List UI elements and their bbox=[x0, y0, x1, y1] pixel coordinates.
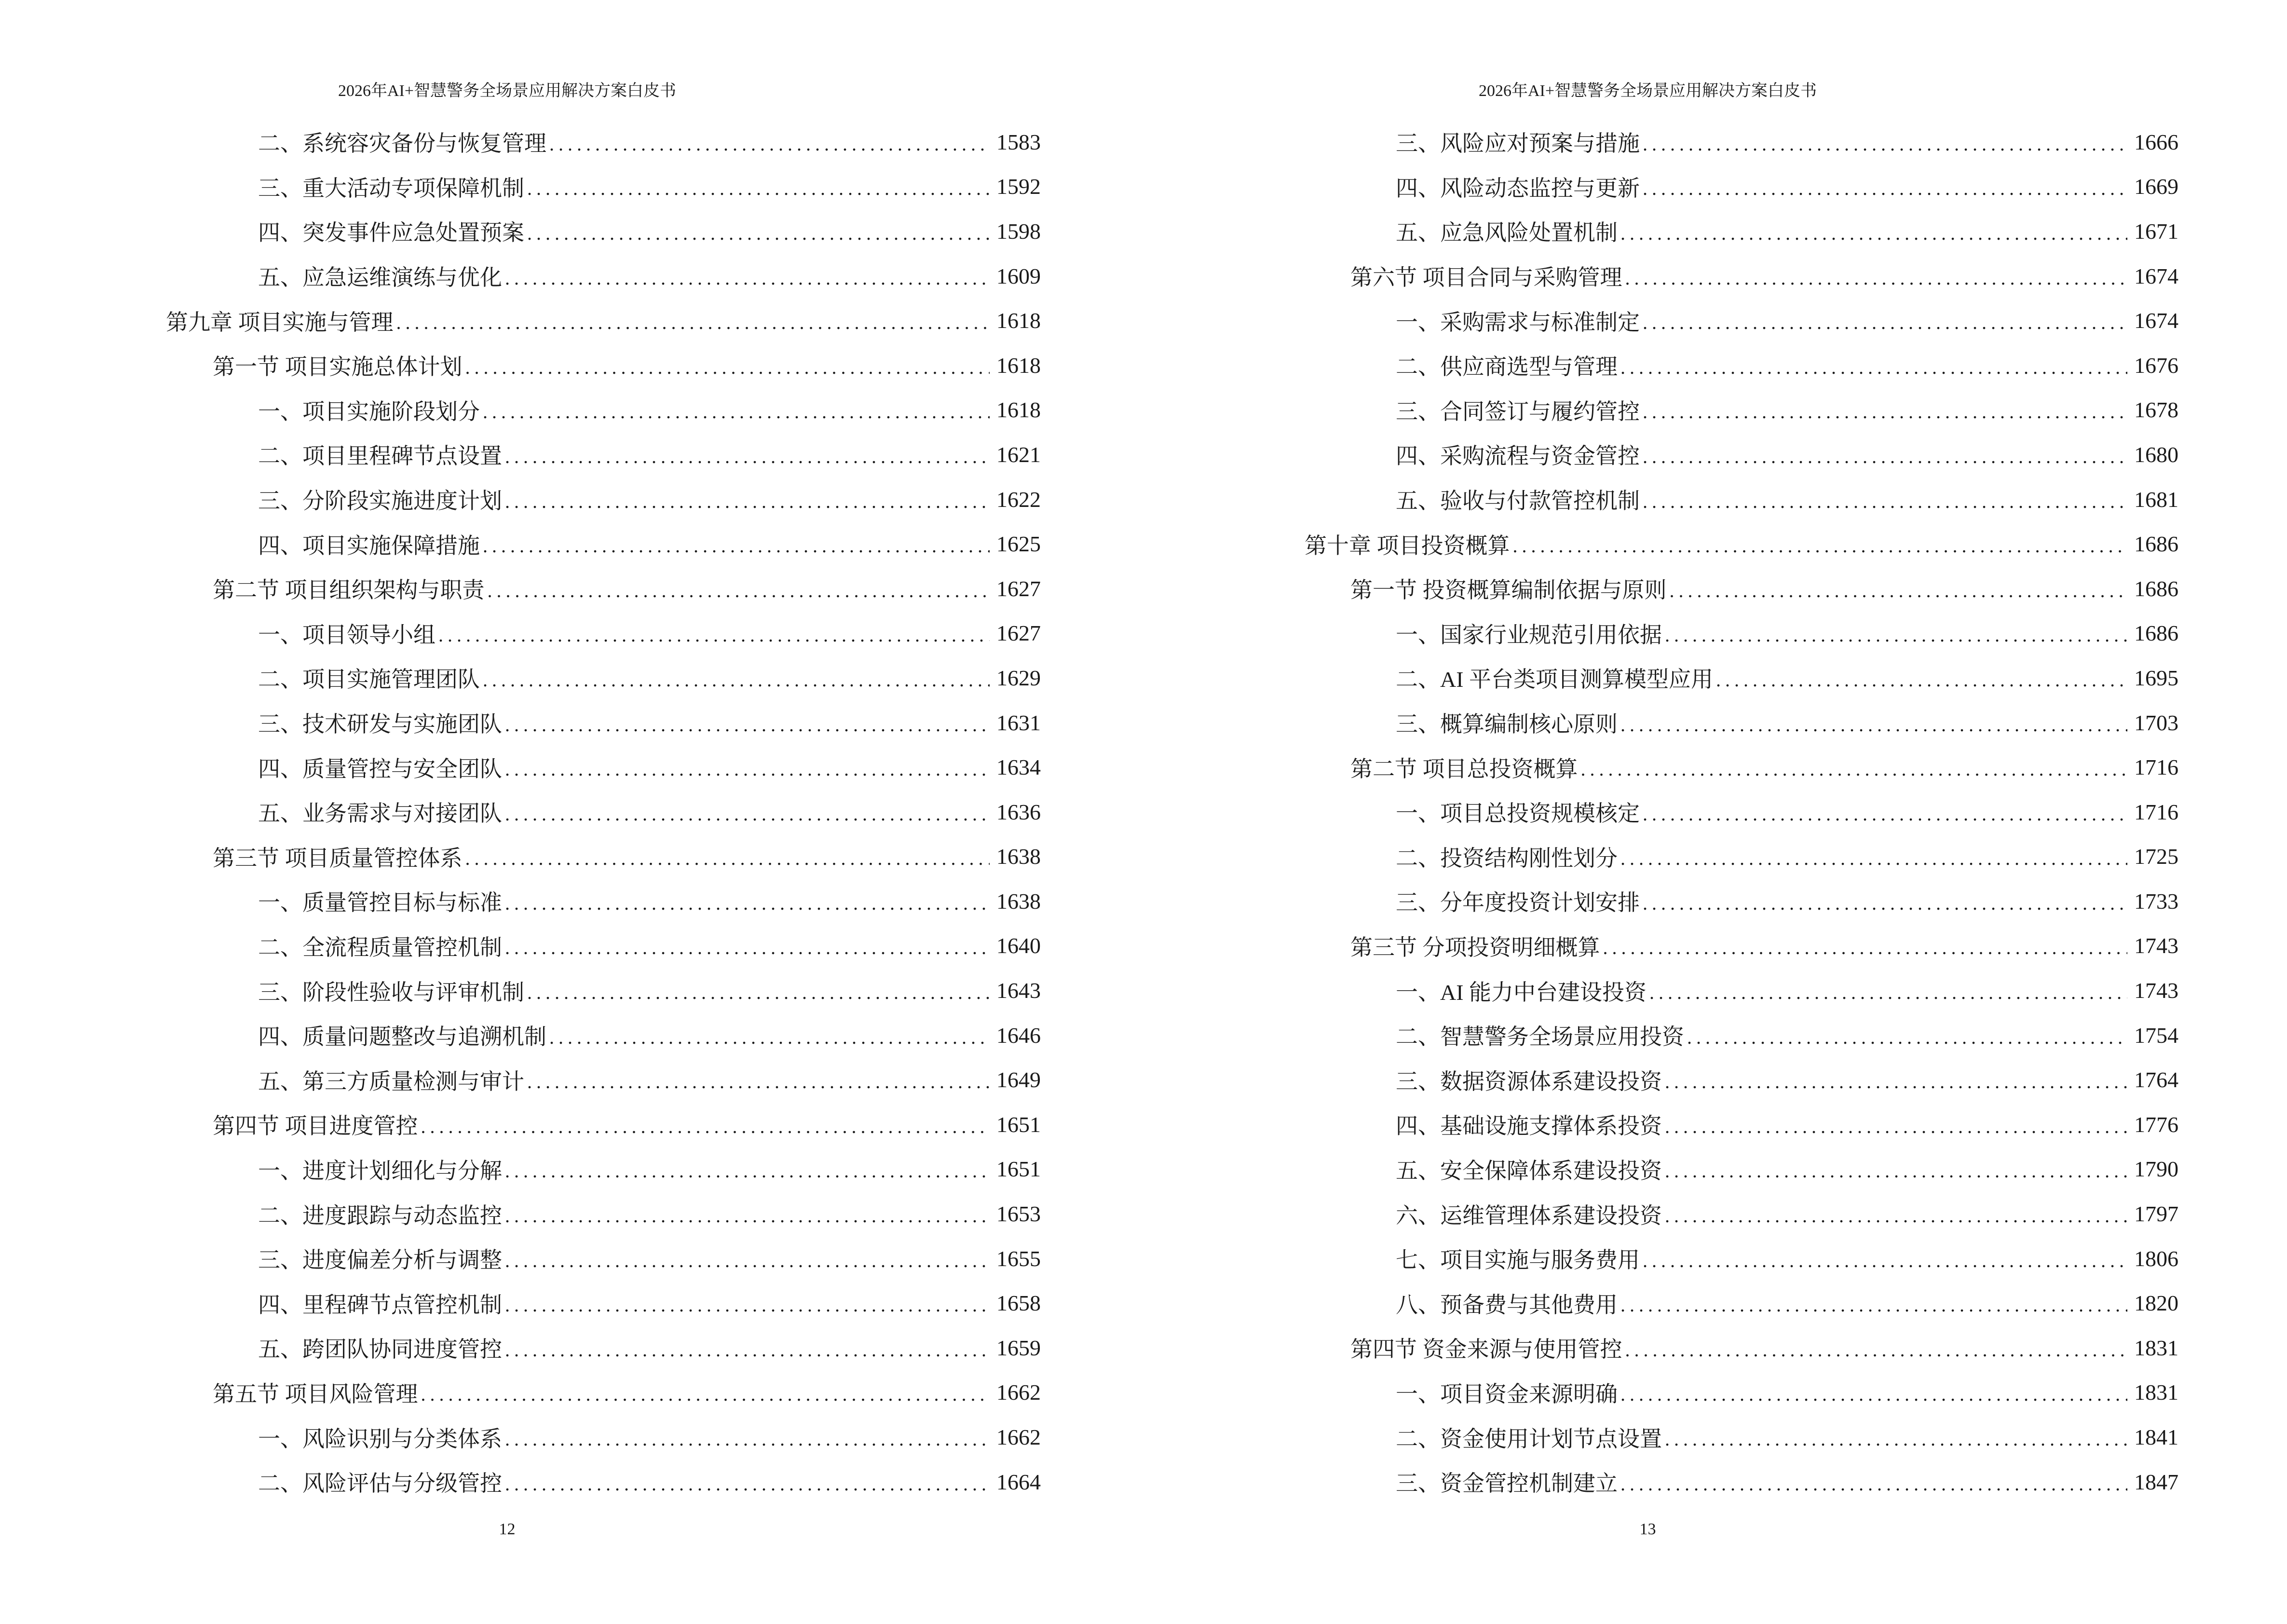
dot-leader bbox=[1665, 624, 2127, 646]
toc-entry-title: 五、应急运维演练与优化 bbox=[258, 265, 502, 290]
toc-entry-page: 1662 bbox=[996, 1425, 1041, 1450]
dot-leader bbox=[421, 1383, 990, 1406]
toc-entry-title: 三、概算编制核心原则 bbox=[1396, 712, 1618, 737]
dot-leader bbox=[505, 445, 990, 468]
toc-entry-page: 1680 bbox=[2134, 442, 2178, 467]
toc-section[interactable] bbox=[1144, 745, 2178, 790]
dot-leader bbox=[1643, 892, 2127, 914]
toc-entry-page: 1649 bbox=[996, 1067, 1041, 1092]
toc-entry-title: 第五节 项目风险管理 bbox=[213, 1381, 418, 1406]
toc-entry-page: 1666 bbox=[2134, 129, 2178, 154]
toc-entry-page: 1640 bbox=[996, 933, 1041, 958]
toc-subsection[interactable] bbox=[0, 1057, 1041, 1102]
toc-entry-title: 二、投资结构刚性划分 bbox=[1396, 846, 1618, 871]
dot-leader bbox=[1620, 847, 2127, 870]
dot-leader bbox=[1665, 1428, 2127, 1450]
toc-entry-page: 1618 bbox=[996, 353, 1041, 378]
toc-subsection[interactable] bbox=[0, 254, 1041, 299]
toc-entry-title: 二、资金使用计划节点设置 bbox=[1396, 1426, 1662, 1451]
toc-entry-title: 一、项目总投资规模核定 bbox=[1396, 801, 1640, 826]
dot-leader bbox=[505, 803, 990, 825]
toc-list bbox=[0, 120, 1041, 1504]
dot-leader bbox=[1665, 1204, 2127, 1227]
toc-entry-page: 1674 bbox=[2134, 308, 2178, 333]
toc-entry-title: 第二节 项目总投资概算 bbox=[1350, 756, 1578, 781]
dot-leader bbox=[505, 713, 990, 736]
toc-subsection[interactable] bbox=[1144, 655, 2178, 700]
toc-entry-title: 四、质量管控与安全团队 bbox=[258, 756, 502, 781]
dot-leader bbox=[1513, 534, 2128, 557]
toc-entry-title: 第四节 项目进度管控 bbox=[213, 1114, 418, 1139]
toc-entry-title: 一、风险识别与分类体系 bbox=[258, 1426, 502, 1451]
toc-entry-page: 1820 bbox=[2134, 1291, 2178, 1316]
toc-entry-title: 二、全流程质量管控机制 bbox=[258, 935, 502, 960]
toc-entry-title: 四、突发事件应急处置预案 bbox=[258, 220, 524, 246]
toc-subsection[interactable] bbox=[1144, 611, 2178, 656]
toc-entry-page: 1754 bbox=[2134, 1023, 2178, 1048]
toc-entry-page: 1664 bbox=[996, 1469, 1041, 1494]
dot-leader bbox=[465, 847, 990, 870]
toc-entry-page: 1629 bbox=[996, 665, 1041, 690]
toc-subsection[interactable] bbox=[1144, 790, 2178, 834]
toc-subsection[interactable] bbox=[1144, 1147, 2178, 1192]
toc-chapter[interactable] bbox=[1144, 521, 2178, 566]
page-number: 13 bbox=[1639, 1520, 1656, 1538]
toc-subsection[interactable] bbox=[0, 521, 1041, 566]
toc-entry-title: 二、风险评估与分级管控 bbox=[258, 1471, 502, 1496]
toc-entry-page: 1618 bbox=[996, 308, 1041, 333]
toc-entry-title: 三、技术研发与实施团队 bbox=[258, 712, 502, 737]
toc-entry-title: 第二节 项目组织架构与职责 bbox=[213, 578, 485, 603]
toc-entry-page: 1716 bbox=[2134, 755, 2178, 780]
dot-leader bbox=[1620, 1473, 2127, 1495]
dot-leader bbox=[505, 1160, 990, 1182]
toc-subsection[interactable] bbox=[1144, 477, 2178, 522]
dot-leader bbox=[505, 1294, 990, 1316]
toc-subsection[interactable] bbox=[1144, 879, 2178, 924]
toc-entry-page: 1776 bbox=[2134, 1112, 2178, 1137]
toc-subsection[interactable] bbox=[0, 209, 1041, 254]
toc-entry-page: 1592 bbox=[996, 174, 1041, 199]
dot-leader bbox=[1670, 579, 2128, 602]
toc-entry-page: 1703 bbox=[2134, 710, 2178, 735]
toc-subsection[interactable] bbox=[0, 164, 1041, 209]
toc-entry-page: 1598 bbox=[996, 218, 1041, 244]
toc-entry-page: 1764 bbox=[2134, 1067, 2178, 1092]
toc-list bbox=[1144, 120, 2178, 1504]
dot-leader bbox=[483, 534, 990, 557]
toc-subsection[interactable] bbox=[0, 120, 1041, 164]
toc-entry-page: 1681 bbox=[2134, 487, 2178, 512]
toc-section[interactable] bbox=[1144, 924, 2178, 969]
toc-entry-page: 1659 bbox=[996, 1335, 1041, 1360]
toc-chapter[interactable] bbox=[0, 298, 1041, 343]
toc-entry-page: 1634 bbox=[996, 755, 1041, 780]
dot-leader bbox=[549, 133, 990, 155]
toc-entry-page: 1716 bbox=[2134, 799, 2178, 824]
dot-leader bbox=[1620, 1383, 2127, 1406]
toc-entry-title: 第六节 项目合同与采购管理 bbox=[1350, 265, 1622, 290]
toc-entry-title: 二、智慧警务全场景应用投资 bbox=[1396, 1024, 1684, 1050]
dot-leader bbox=[1643, 803, 2127, 825]
toc-entry-page: 1618 bbox=[996, 397, 1041, 423]
toc-entry-page: 1625 bbox=[996, 532, 1041, 557]
page-header: 2026年AI+智慧警务全场景应用解决方案白皮书 bbox=[1478, 82, 1817, 100]
toc-subsection[interactable] bbox=[1144, 1415, 2178, 1460]
toc-subsection[interactable] bbox=[1144, 432, 2178, 477]
dot-leader bbox=[1620, 222, 2127, 245]
dot-leader bbox=[1643, 445, 2127, 468]
toc-subsection[interactable] bbox=[1144, 1281, 2178, 1325]
toc-entry-page: 1621 bbox=[996, 442, 1041, 467]
toc-section[interactable] bbox=[0, 1370, 1041, 1415]
toc-entry-page: 1622 bbox=[996, 487, 1041, 512]
toc-entry-title: 二、系统容灾备份与恢复管理 bbox=[258, 131, 546, 156]
toc-subsection[interactable] bbox=[1144, 968, 2178, 1013]
toc-entry-title: 三、合同签订与履约管控 bbox=[1396, 399, 1640, 424]
toc-subsection[interactable] bbox=[0, 1460, 1041, 1504]
toc-subsection[interactable] bbox=[0, 611, 1041, 656]
toc-subsection[interactable] bbox=[0, 1281, 1041, 1325]
dot-leader bbox=[483, 669, 990, 691]
toc-entry-page: 1686 bbox=[2134, 532, 2178, 557]
toc-subsection[interactable] bbox=[0, 655, 1041, 700]
toc-entry-title: 第九章 项目实施与管理 bbox=[166, 310, 394, 335]
dot-leader bbox=[505, 892, 990, 914]
toc-entry-title: 三、风险应对预案与措施 bbox=[1396, 131, 1640, 156]
toc-subsection[interactable] bbox=[1144, 1013, 2178, 1058]
toc-entry-title: 五、应急风险处置机制 bbox=[1396, 220, 1618, 246]
dot-leader bbox=[1665, 1070, 2127, 1093]
toc-entry-title: 第一节 项目实施总体计划 bbox=[213, 355, 463, 380]
toc-entry-title: 四、风险动态监控与更新 bbox=[1396, 176, 1640, 201]
toc-entry-page: 1797 bbox=[2134, 1201, 2178, 1227]
toc-entry-page: 1686 bbox=[2134, 621, 2178, 646]
dot-leader bbox=[505, 1249, 990, 1272]
toc-subsection[interactable] bbox=[1144, 209, 2178, 254]
toc-entry-title: 二、供应商选型与管理 bbox=[1396, 355, 1618, 380]
toc-entry-page: 1636 bbox=[996, 799, 1041, 824]
toc-entry-title: 一、项目实施阶段划分 bbox=[258, 399, 480, 424]
dot-leader bbox=[1625, 1338, 2128, 1361]
toc-subsection[interactable] bbox=[0, 1191, 1041, 1236]
toc-subsection[interactable] bbox=[1144, 388, 2178, 433]
toc-entry-title: 第十章 项目投资概算 bbox=[1305, 533, 1510, 558]
toc-subsection[interactable] bbox=[0, 924, 1041, 969]
toc-section[interactable] bbox=[0, 343, 1041, 388]
toc-entry-title: 一、国家行业规范引用依据 bbox=[1396, 622, 1662, 647]
dot-leader bbox=[1649, 981, 2127, 1004]
toc-entry-page: 1671 bbox=[2134, 218, 2178, 244]
toc-entry-title: 六、运维管理体系建设投资 bbox=[1396, 1203, 1662, 1228]
toc-entry-page: 1686 bbox=[2134, 576, 2178, 601]
toc-entry-title: 五、安全保障体系建设投资 bbox=[1396, 1158, 1662, 1183]
toc-entry-title: 四、里程碑节点管控机制 bbox=[258, 1292, 502, 1317]
toc-entry-page: 1743 bbox=[2134, 933, 2178, 958]
dot-leader bbox=[1643, 400, 2127, 423]
toc-entry-page: 1583 bbox=[996, 129, 1041, 154]
dot-leader bbox=[1665, 1115, 2127, 1138]
toc-subsection[interactable] bbox=[0, 790, 1041, 834]
dot-leader bbox=[1620, 356, 2127, 379]
toc-entry-page: 1627 bbox=[996, 621, 1041, 646]
dot-leader bbox=[1643, 490, 2127, 513]
toc-entry-page: 1638 bbox=[996, 844, 1041, 869]
toc-entry-title: 七、项目实施与服务费用 bbox=[1396, 1248, 1640, 1273]
dot-leader bbox=[1643, 133, 2127, 155]
dot-leader bbox=[396, 311, 990, 334]
toc-entry-title: 三、阶段性验收与评审机制 bbox=[258, 980, 524, 1005]
dot-leader bbox=[527, 177, 990, 200]
toc-entry-title: 二、项目里程碑节点设置 bbox=[258, 444, 502, 469]
toc-entry-page: 1743 bbox=[2134, 978, 2178, 1003]
dot-leader bbox=[1665, 1160, 2127, 1182]
dot-leader bbox=[1716, 669, 2127, 691]
dot-leader bbox=[527, 1070, 990, 1093]
toc-subsection[interactable] bbox=[0, 1013, 1041, 1058]
dot-leader bbox=[438, 624, 990, 646]
toc-subsection[interactable] bbox=[0, 1415, 1041, 1460]
toc-entry-title: 一、采购需求与标准制定 bbox=[1396, 310, 1640, 335]
page-header: 2026年AI+智慧警务全场景应用解决方案白皮书 bbox=[338, 82, 677, 100]
dot-leader bbox=[527, 981, 990, 1004]
toc-section[interactable] bbox=[1144, 1325, 2178, 1370]
dot-leader bbox=[505, 490, 990, 513]
toc-entry-page: 1831 bbox=[2134, 1380, 2178, 1405]
toc-subsection[interactable] bbox=[1144, 1236, 2178, 1281]
toc-section[interactable] bbox=[0, 1102, 1041, 1147]
toc-entry-page: 1790 bbox=[2134, 1157, 2178, 1182]
toc-entry-title: 三、重大活动专项保障机制 bbox=[258, 176, 524, 201]
toc-subsection[interactable] bbox=[0, 1236, 1041, 1281]
toc-entry-title: 四、采购流程与资金管控 bbox=[1396, 444, 1640, 469]
toc-subsection[interactable] bbox=[1144, 343, 2178, 388]
toc-entry-title: 第三节 分项投资明细概算 bbox=[1350, 935, 1600, 960]
toc-entry-title: 二、项目实施管理团队 bbox=[258, 667, 480, 692]
toc-entry-title: 二、AI 平台类项目测算模型应用 bbox=[1396, 667, 1714, 692]
toc-entry-page: 1695 bbox=[2134, 665, 2178, 690]
toc-entry-page: 1651 bbox=[996, 1112, 1041, 1137]
toc-subsection[interactable] bbox=[1144, 164, 2178, 209]
dot-leader bbox=[1687, 1026, 2127, 1049]
toc-entry-title: 一、项目领导小组 bbox=[258, 622, 436, 647]
toc-entry-page: 1655 bbox=[996, 1246, 1041, 1271]
dot-leader bbox=[465, 356, 990, 379]
toc-entry-page: 1646 bbox=[996, 1023, 1041, 1048]
toc-section[interactable] bbox=[0, 566, 1041, 611]
dot-leader bbox=[505, 1204, 990, 1227]
dot-leader bbox=[505, 267, 990, 289]
dot-leader bbox=[549, 1026, 990, 1049]
toc-subsection[interactable] bbox=[0, 1147, 1041, 1192]
toc-entry-title: 三、分年度投资计划安排 bbox=[1396, 890, 1640, 915]
toc-section[interactable] bbox=[1144, 566, 2178, 611]
page-number: 12 bbox=[499, 1520, 516, 1538]
toc-entry-title: 五、业务需求与对接团队 bbox=[258, 801, 502, 826]
toc-entry-title: 五、验收与付款管控机制 bbox=[1396, 489, 1640, 514]
toc-entry-page: 1674 bbox=[2134, 263, 2178, 288]
toc-entry-title: 一、质量管控目标与标准 bbox=[258, 890, 502, 915]
dot-leader bbox=[505, 1338, 990, 1361]
toc-entry-title: 第三节 项目质量管控体系 bbox=[213, 846, 463, 871]
toc-subsection[interactable] bbox=[0, 477, 1041, 522]
dot-leader bbox=[1643, 177, 2127, 200]
toc-entry-title: 一、项目资金来源明确 bbox=[1396, 1381, 1618, 1406]
dot-leader bbox=[1625, 267, 2128, 289]
dot-leader bbox=[505, 936, 990, 959]
dot-leader bbox=[488, 579, 990, 602]
toc-entry-title: 四、项目实施保障措施 bbox=[258, 533, 480, 558]
toc-entry-page: 1658 bbox=[996, 1291, 1041, 1316]
dot-leader bbox=[505, 758, 990, 780]
toc-entry-title: 三、数据资源体系建设投资 bbox=[1396, 1069, 1662, 1094]
toc-entry-title: 第四节 资金来源与使用管控 bbox=[1350, 1337, 1622, 1362]
toc-entry-title: 八、预备费与其他费用 bbox=[1396, 1292, 1618, 1317]
dot-leader bbox=[421, 1115, 990, 1138]
toc-entry-title: 四、质量问题整改与追溯机制 bbox=[258, 1024, 546, 1050]
dot-leader bbox=[1643, 311, 2127, 334]
dot-leader bbox=[1620, 1294, 2127, 1316]
toc-subsection[interactable] bbox=[1144, 1102, 2178, 1147]
toc-entry-page: 1806 bbox=[2134, 1246, 2178, 1271]
toc-entry-page: 1609 bbox=[996, 263, 1041, 288]
toc-entry-page: 1676 bbox=[2134, 353, 2178, 378]
toc-entry-title: 三、分阶段实施进度计划 bbox=[258, 489, 502, 514]
toc-subsection[interactable] bbox=[1144, 120, 2178, 164]
right-page bbox=[1144, 0, 2287, 1624]
toc-entry-page: 1631 bbox=[996, 710, 1041, 735]
dot-leader bbox=[483, 400, 990, 423]
toc-subsection[interactable] bbox=[0, 432, 1041, 477]
toc-subsection[interactable] bbox=[0, 700, 1041, 745]
toc-subsection[interactable] bbox=[0, 879, 1041, 924]
toc-entry-page: 1678 bbox=[2134, 397, 2178, 423]
dot-leader bbox=[1643, 1249, 2127, 1272]
toc-subsection[interactable] bbox=[1144, 1460, 2178, 1504]
toc-entry-title: 一、AI 能力中台建设投资 bbox=[1396, 980, 1647, 1005]
toc-subsection[interactable] bbox=[1144, 700, 2178, 745]
dot-leader bbox=[527, 222, 990, 245]
toc-entry-title: 一、进度计划细化与分解 bbox=[258, 1158, 502, 1183]
dot-leader bbox=[1620, 713, 2127, 736]
toc-section[interactable] bbox=[0, 834, 1041, 879]
dot-leader bbox=[505, 1473, 990, 1495]
toc-entry-page: 1651 bbox=[996, 1157, 1041, 1182]
toc-entry-title: 五、跨团队协同进度管控 bbox=[258, 1337, 502, 1362]
toc-subsection[interactable] bbox=[1144, 834, 2178, 879]
toc-entry-page: 1638 bbox=[996, 888, 1041, 914]
toc-entry-page: 1733 bbox=[2134, 888, 2178, 914]
toc-entry-title: 五、第三方质量检测与审计 bbox=[258, 1069, 524, 1094]
toc-subsection[interactable] bbox=[0, 1325, 1041, 1370]
toc-entry-title: 三、资金管控机制建立 bbox=[1396, 1471, 1618, 1496]
toc-subsection[interactable] bbox=[0, 388, 1041, 433]
dot-leader bbox=[1581, 758, 2128, 780]
toc-subsection[interactable] bbox=[1144, 1191, 2178, 1236]
toc-subsection[interactable] bbox=[0, 968, 1041, 1013]
toc-entry-page: 1653 bbox=[996, 1201, 1041, 1227]
toc-subsection[interactable] bbox=[1144, 1057, 2178, 1102]
dot-leader bbox=[1603, 936, 2128, 959]
toc-entry-title: 第一节 投资概算编制依据与原则 bbox=[1350, 578, 1667, 603]
dot-leader bbox=[505, 1428, 990, 1450]
toc-entry-page: 1662 bbox=[996, 1380, 1041, 1405]
toc-subsection[interactable] bbox=[1144, 298, 2178, 343]
toc-entry-page: 1669 bbox=[2134, 174, 2178, 199]
toc-entry-page: 1841 bbox=[2134, 1425, 2178, 1450]
toc-entry-page: 1627 bbox=[996, 576, 1041, 601]
toc-entry-page: 1831 bbox=[2134, 1335, 2178, 1360]
toc-entry-title: 四、基础设施支撑体系投资 bbox=[1396, 1114, 1662, 1139]
toc-entry-page: 1643 bbox=[996, 978, 1041, 1003]
toc-entry-title: 三、进度偏差分析与调整 bbox=[258, 1248, 502, 1273]
toc-entry-page: 1847 bbox=[2134, 1469, 2178, 1494]
toc-section[interactable] bbox=[1144, 254, 2178, 299]
toc-subsection[interactable] bbox=[1144, 1370, 2178, 1415]
toc-entry-page: 1725 bbox=[2134, 844, 2178, 869]
toc-subsection[interactable] bbox=[0, 745, 1041, 790]
toc-entry-title: 二、进度跟踪与动态监控 bbox=[258, 1203, 502, 1228]
